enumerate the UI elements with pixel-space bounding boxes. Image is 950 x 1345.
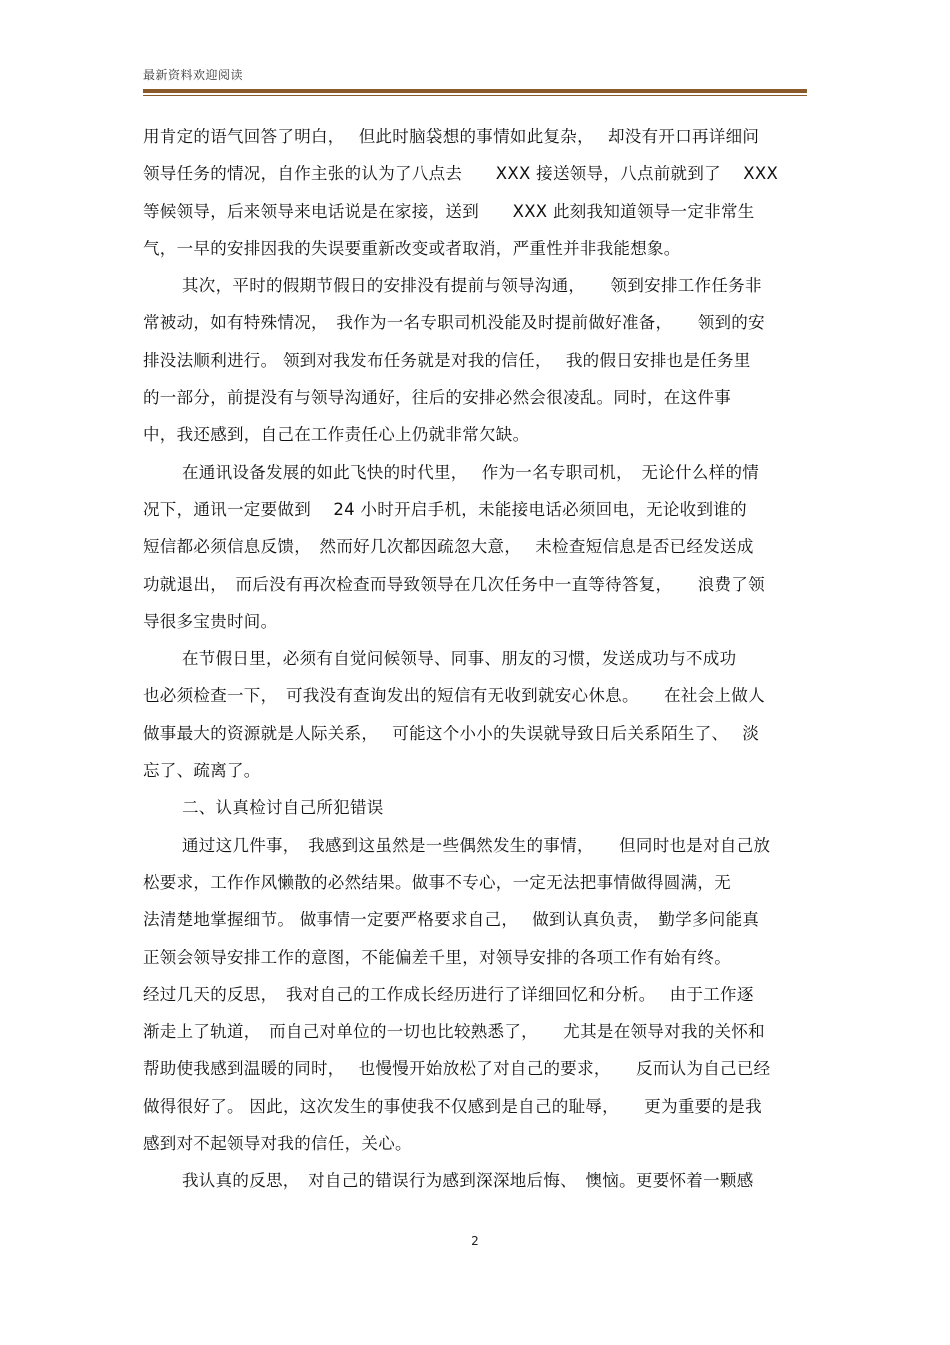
section-heading: 二、认真检讨自己所犯错误 [182,798,384,818]
text-line: 我认真的反思， 对自己的错误行为感到深深地后悔、 懊恼。更要怀着一颗感 [182,1171,754,1191]
text-line: 功就退出， 而后没有再次检查而导致领导在几次任务中一直等待答复， 浪费了领 [143,574,765,594]
text-line: 做得很好了。 因此，这次发生的事使我不仅感到是自己的耻辱， 更为重要的是我 [143,1096,762,1116]
text-line: 在通讯设备发展的如此飞快的时代里， 作为一名专职司机， 无论什么样的情 [182,462,760,482]
text-line: 在节假日里，必须有自觉问候领导、同事、朋友的习惯，发送成功与不成功 [182,649,737,669]
text-line: 通过这几件事， 我感到这虽然是一些偶然发生的事情， 但同时也是对自己放 [182,835,771,855]
text-line: 其次，平时的假期节假日的安排没有提前与领导沟通， 领到安排工作任务非 [182,276,762,296]
header-rule-thin [143,95,807,96]
text-line: 忘了、疏离了。 [143,761,261,781]
text-line: 中，我还感到，自己在工作责任心上仍就非常欠缺。 [143,425,530,445]
text-line: 领导任务的情况，自作主张的认为了八点去 XXX 接送领导，八点前就到了 XXX [143,164,779,184]
text-line: 松要求，工作作风懒散的必然结果。做事不专心，一定无法把事情做得圆满，无 [143,872,731,892]
text-line: 用肯定的语气回答了明白， 但此时脑袋想的事情如此复杂， 却没有开口再详细问 [143,127,760,146]
text-line: 短信都必须信息反馈， 然而好几次都因疏忽大意， 未检查短信息是否已经发送成 [143,537,754,557]
text-line: 气，一早的安排因我的失误要重新改变或者取消，严重性并非我能想象。 [143,238,681,258]
text-line: 导很多宝贵时间。 [143,611,278,631]
text-line: 正领会领导安排工作的意图，不能偏差千里，对领导安排的各项工作有始有终。 [143,947,731,967]
text-line: 也必须检查一下， 可我没有查询发出的短信有无收到就安心休息。 在社会上做人 [143,686,765,706]
text-line: 的一部分，前提没有与领导沟通好，往后的安排必然会很凌乱。同时，在这件事 [143,388,731,408]
text-line: 做事最大的资源就是人际关系， 可能这个小小的失误就导致日后关系陌生了、 淡 [143,723,760,743]
text-line: 等候领导，后来领导来电话说是在家接，送到 XXX 此刻我知道领导一定非常生 [143,201,755,221]
text-line: 排没法顺利进行。 领到对我发布任务就是对我的信任， 我的假日安排也是任务里 [143,350,751,370]
header-rule-thick [143,89,807,93]
text-line: 常被动，如有特殊情况， 我作为一名专职司机没能及时提前做好准备， 领到的安 [143,313,765,333]
text-line: 感到对不起领导对我的信任，关心。 [143,1134,412,1154]
page-number: 2 [471,1234,479,1248]
text-line: 经过几天的反思， 我对自己的工作成长经历进行了详细回忆和分析。 由于工作逐 [143,984,754,1004]
text-line: 况下，通讯一定要做到 24 小时开启手机，未能接电话必须回电，无论收到谁的 [143,499,747,519]
text-line: 法清楚地掌握细节。 做事情一定要严格要求自己， 做到认真负责， 勤学多问能真 [143,910,760,930]
text-line: 渐走上了轨道， 而自己对单位的一切也比较熟悉了， 尤其是在领导对我的关怀和 [143,1022,765,1042]
running-header: 最新资料欢迎阅读 [143,68,244,82]
text-line: 帮助使我感到温暖的同时， 也慢慢开始放松了对自己的要求， 反而认为自己已经 [143,1059,771,1079]
document-body [143,118,813,1200]
